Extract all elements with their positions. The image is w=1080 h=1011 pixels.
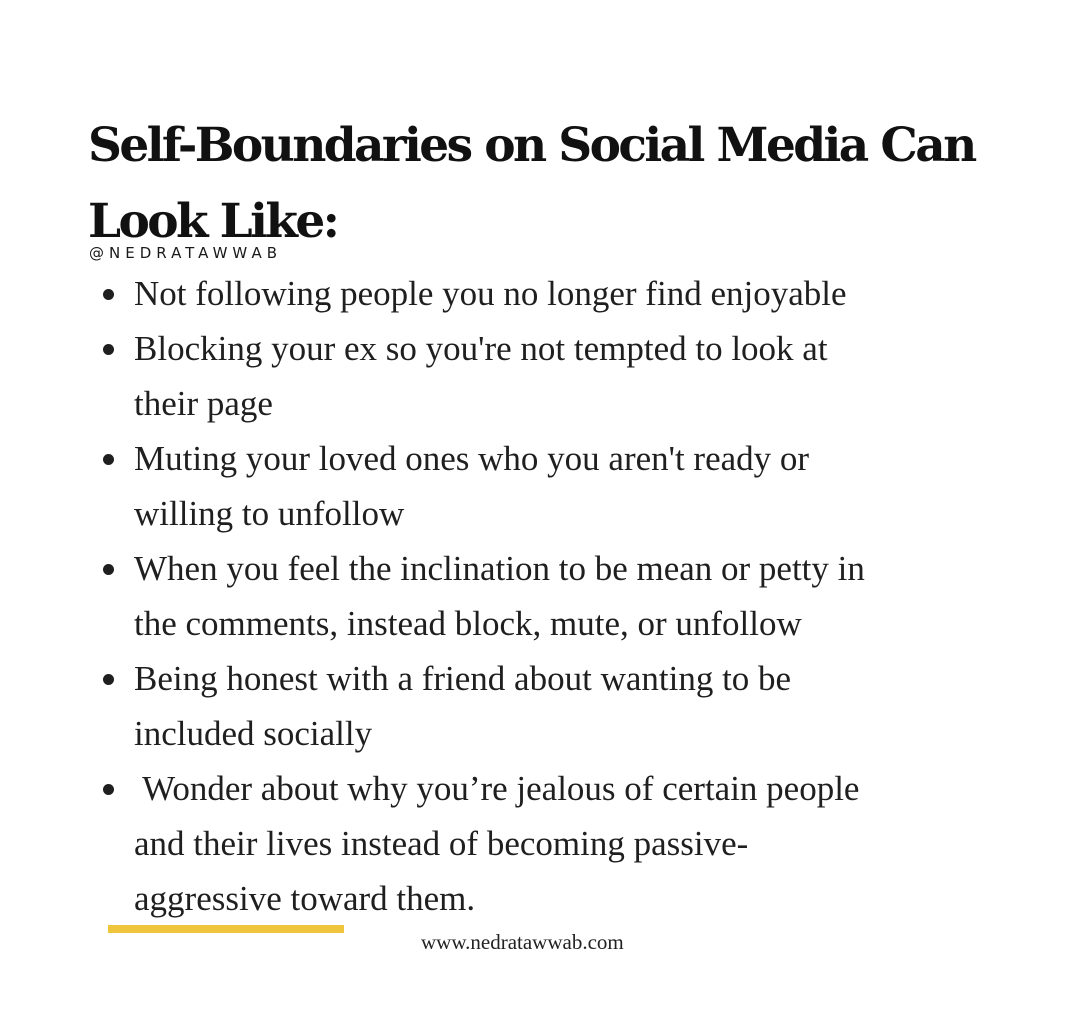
post-title-line-1: Self-Boundaries on Social Media Can [88, 118, 975, 173]
list-item [100, 761, 1030, 926]
list-item-line: aggressive toward them. [134, 879, 476, 918]
list-item-line: Not following people you no longer find enjoyable [134, 274, 847, 313]
bullet-icon [103, 344, 114, 355]
list-item-line: Wonder about why you’re jealous of certain people [134, 769, 860, 808]
list-item-line: and their lives instead of becoming passive- [134, 824, 749, 863]
list-item-line: Being honest with a friend about wanting to be [134, 659, 792, 698]
bullet-icon [103, 784, 114, 795]
post-title [88, 108, 988, 260]
list-item-line: When you feel the inclination to be mean or petty in [134, 549, 865, 588]
boundaries-list [100, 266, 1030, 926]
bullet-icon [103, 564, 114, 575]
list-item [100, 651, 1030, 761]
list-item-line: willing to unfollow [134, 494, 405, 533]
list-item-line: Muting your loved ones who you aren't ready or [134, 439, 810, 478]
list-item [100, 431, 1030, 541]
list-item [100, 541, 1030, 651]
bullet-icon [103, 289, 114, 300]
bullet-icon [103, 454, 114, 465]
list-item [100, 266, 1030, 321]
post-title-line-2: Look Like: [88, 194, 338, 249]
list-item-line: the comments, instead block, mute, or unfollow [134, 604, 802, 643]
list-item-line: included socially [134, 714, 373, 753]
accent-bar [108, 925, 344, 933]
list-item-line: Blocking your ex so you're not tempted to look at [134, 329, 828, 368]
bullet-icon [103, 674, 114, 685]
author-handle: @NEDRATAWWAB [89, 244, 282, 262]
list-item [100, 321, 1030, 431]
list-item-line: their page [134, 384, 273, 423]
website-url: www.nedratawwab.com [421, 930, 624, 954]
